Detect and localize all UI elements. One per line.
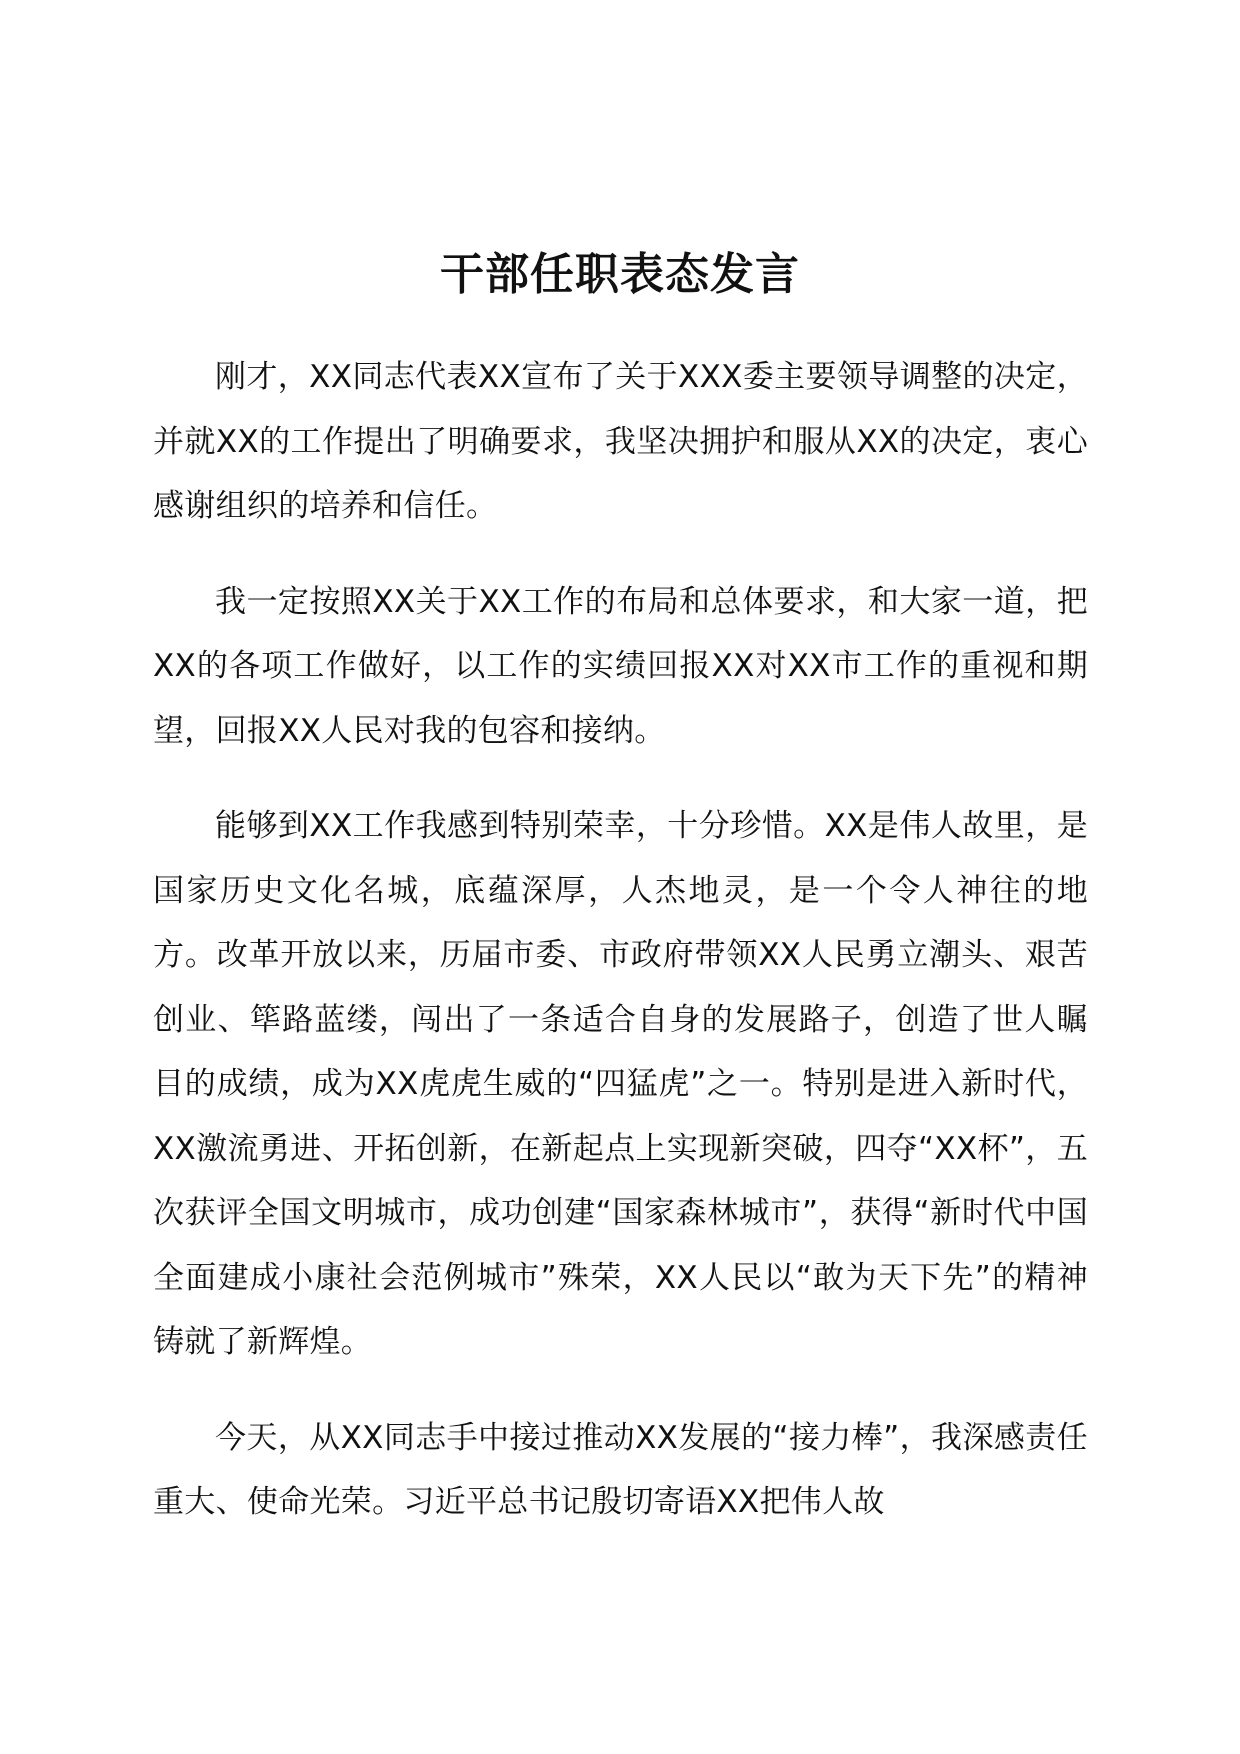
paragraph-3: 能够到XX工作我感到特别荣幸，十分珍惜。XX是伟人故里，是国家历史文化名城，底蕴深厚，人杰地灵，是一个令人神往的地方。改革开放以来，历届市委、市政府带领XX人民勇立潮头、艰苦创业、筚路蓝缕，闯出了一条适合自身的发展路子，创造了世人瞩目的成绩，成为XX虎虎生威的“四猛虎”之一。特别是进入新时代，XX激流勇进、开拓创新，在新起点上实现新突破，四夺“XX杯”，五次获评全国文明城市，成功创建“国家森林城市”，获得“新时代中国全面建成小康社会范例城市”殊荣，XX人民以“敢为天下先”的精神铸就了新辉煌。 [153,808,1088,1360]
document-body [153,345,1088,1566]
document-title: 干部任职表态发言 [440,249,800,300]
paragraph-2: 我一定按照XX关于XX工作的布局和总体要求，和大家一道，把XX的各项工作做好，以工作的实绩回报XX对XX市工作的重视和期望，回报XX人民对我的包容和接纳。 [153,583,1088,749]
paragraph-4: 今天，从XX同志手中接过推动XX发展的“接力棒”，我深感责任重大、使命光荣。习近平总书记殷切寄语XX把伟人故 [153,1419,1088,1520]
paragraph-1: 刚才，XX同志代表XX宣布了关于XXX委主要领导调整的决定，并就XX的工作提出了明确要求，我坚决拥护和服从XX的决定，衷心感谢组织的培养和信任。 [153,359,1088,524]
